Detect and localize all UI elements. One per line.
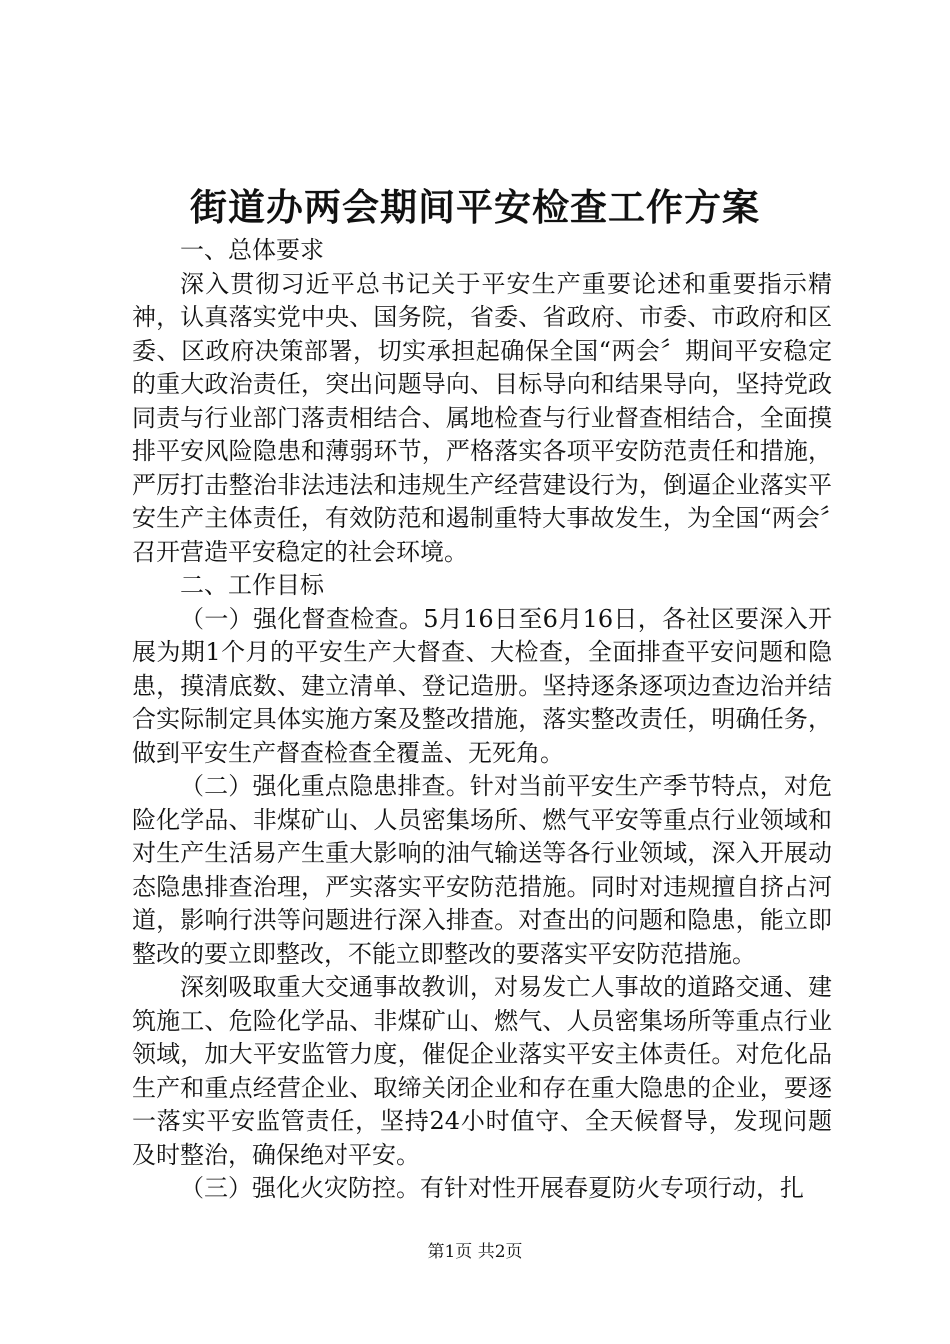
section-heading-general-requirements: 一、总体要求	[180, 236, 324, 264]
paragraph-traffic-accident-lessons: 深刻吸取重大交通事故教训，对易发亡人事故的道路交通、建筑施工、危险化学品、非煤矿山、燃气、人员密集场所等重点行业领域，加大平安监管力度，催促企业落实平安主体责任。对危化品生产和重点经营企业、取缔关闭企业和存在重大隐患的企业，要逐一落实平安监管责任，坚持24小时值守、全天候督导，发现问题及时整治，确保绝对平安。	[132, 973, 832, 1169]
paragraph-fire-prevention: （三）强化火灾防控。有针对性开展春夏防火专项行动，扎	[180, 1174, 804, 1202]
page-number-footer: 第1页 共2页	[427, 1242, 523, 1262]
paragraph-general-requirements: 深入贯彻习近平总书记关于平安生产重要论述和重要指示精神，认真落实党中央、国务院，省委、省政府、市委、市政府和区委、区政府决策部署，切实承担起确保全国“两会〞期间平安稳定的重大政治责任，突出问题导向、目标导向和结果导向，坚持党政同责与行业部门落责相结合、属地检查与行业督查相结合，全面摸排平安风险隐患和薄弱环节，严格落实各项平安防范责任和措施，严厉打击整治非法违法和违规生产经营建设行为，倒逼企业落实平安生产主体责任，有效防范和遏制重特大事故发生，为全国“两会〞召开营造平安稳定的社会环境。	[132, 269, 832, 566]
paragraph-hazard-investigation: （二）强化重点隐患排查。针对当前平安生产季节特点，对危险化学品、非煤矿山、人员密集场所、燃气平安等重点行业领域和对生产生活易产生重大影响的油气输送等各行业领域，深入开展动态隐患排查治理，严实落实平安防范措施。同时对违规擅自挤占河道，影响行洪等问题进行深入排查。对查出的问题和隐患，能立即整改的要立即整改，不能立即整改的要落实平安防范措施。	[132, 772, 832, 968]
document-title: 街道办两会期间平安检查工作方案	[190, 186, 760, 229]
section-heading-work-goals: 二、工作目标	[180, 571, 324, 599]
document-body	[132, 234, 832, 1206]
paragraph-supervision-inspection: （一）强化督查检查。5月16日至6月16日，各社区要深入开展为期1个月的平安生产大督查、大检查，全面排查平安问题和隐患，摸清底数、建立清单、登记造册。坚持逐条逐项边查边治并结合实际制定具体实施方案及整改措施，落实整改责任，明确任务，做到平安生产督查检查全覆盖、无死角。	[132, 604, 832, 767]
